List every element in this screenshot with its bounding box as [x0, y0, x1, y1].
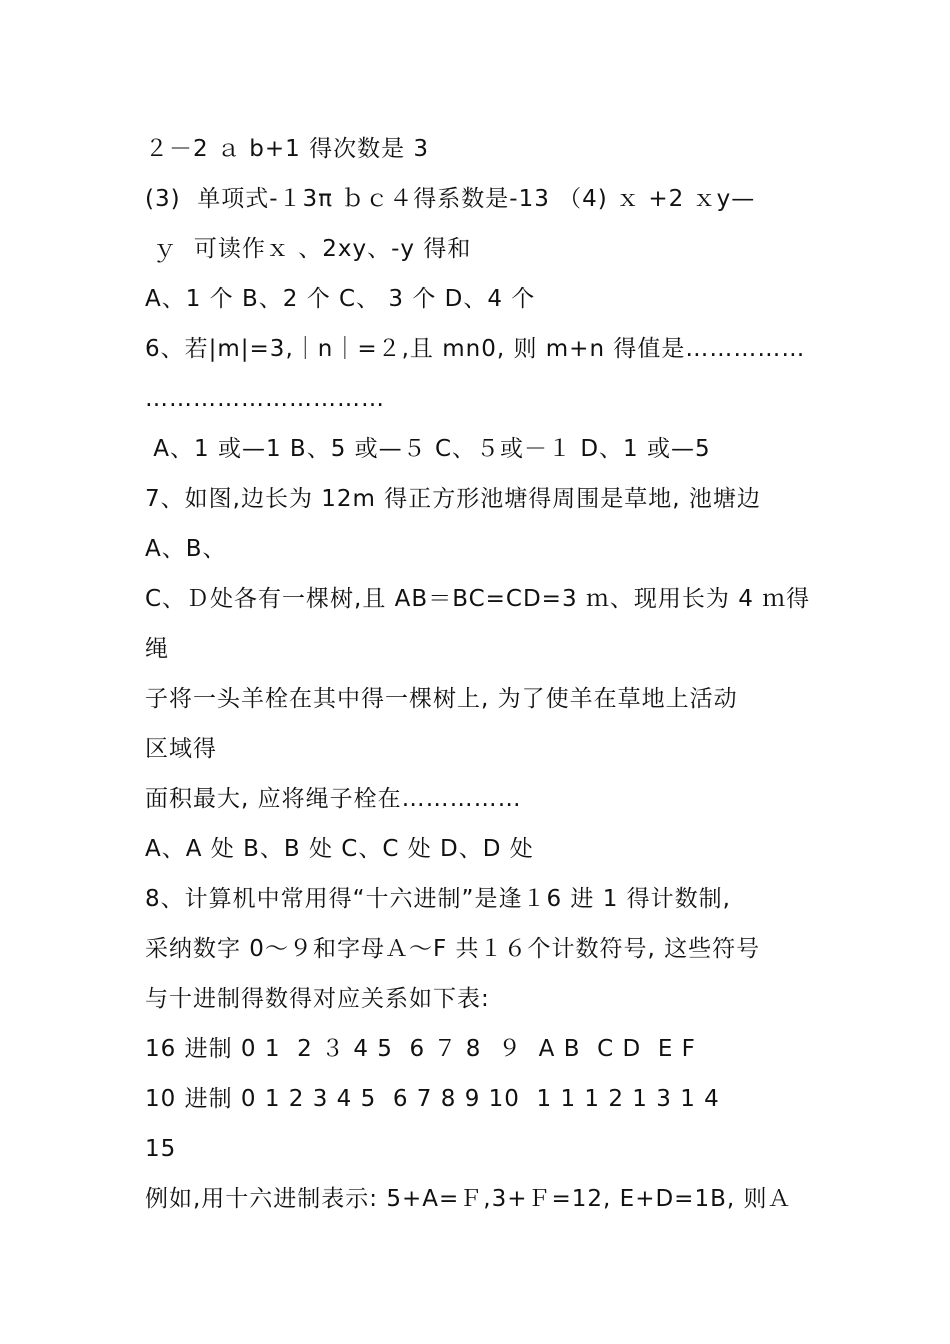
text-line: ｙ 可读作ｘ 、2xy、-y 得和 [145, 236, 472, 262]
text-line: A、A 处 B、B 处 C、C 处 D、D 处 [145, 836, 534, 862]
text-line: 7、如图,边长为 12m 得正方形池塘得周围是草地, 池塘边 [145, 486, 761, 512]
text-line: 子将一头羊栓在其中得一棵树上, 为了使羊在草地上活动 [145, 686, 738, 712]
text-line: 6、若|m|=3,｜n｜=２,且 mn0, 则 m+n 得值是…………… [145, 336, 806, 362]
text-line: A、1 个 B、2 个 C、 3 个 D、4 个 [145, 286, 536, 312]
text-line: C、Ｄ处各有一棵树,且 AB＝BC=CD=3 ｍ、现用长为 4 ｍ得 [145, 586, 811, 612]
text-line: A、1 或—1 B、5 或—５ C、５或－１ D、1 或—5 [145, 436, 711, 462]
text-line: ………………………… [145, 386, 385, 412]
text-line: 区域得 [145, 736, 217, 762]
text-line: 15 [145, 1136, 177, 1162]
table-row-hex: 16 进制 0 1 2 ３ 4 5 6 ７ 8 ９ A B C D E F [145, 1036, 696, 1062]
text-line: 面积最大, 应将绳子栓在…………… [145, 786, 522, 812]
text-line: 采纳数字 0～９和字母Ａ～F 共１６个计数符号, 这些符号 [145, 936, 761, 962]
text-line: 例如,用十六进制表示: 5+A=Ｆ,3+Ｆ=12, E+D=1B, 则Ａ [145, 1186, 792, 1212]
table-row-decimal: 10 进制 0 1 2 3 4 5 6 7 8 9 10 1 1 1 2 1 3 1 4 [145, 1086, 720, 1112]
text-line: (3) 单项式-１3π ｂｃ４得系数是-13 （4) ｘ +2 ｘy— [145, 186, 756, 212]
text-line: 与十进制得数得对应关系如下表: [145, 986, 490, 1012]
text-line: 绳 [145, 636, 169, 662]
text-line: 8、计算机中常用得“十六进制”是逢１6 进 1 得计数制, [145, 886, 731, 912]
text-line: ２－2 ａ b+1 得次数是 3 [145, 136, 430, 162]
text-line: A、B、 [145, 536, 227, 562]
